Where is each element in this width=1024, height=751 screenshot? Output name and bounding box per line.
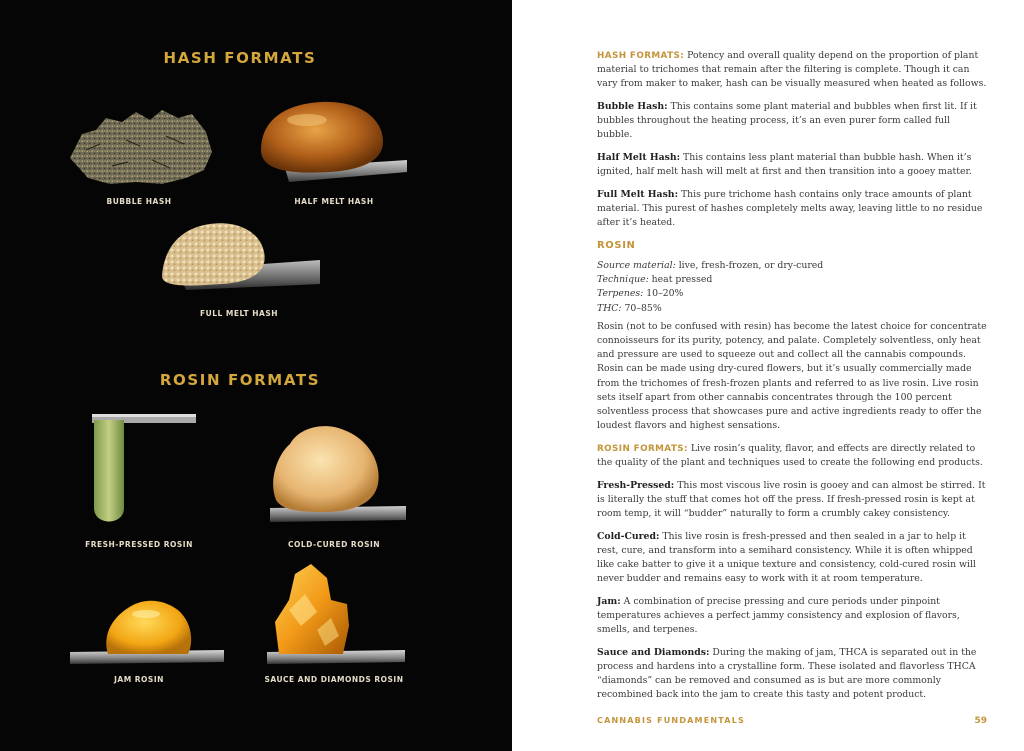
hash-formats-title: HASH FORMATS — [163, 49, 317, 67]
full-melt-paragraph: Full Melt Hash: This pure trichome hash contains only trace amounts of plant material. This purest of hashes completely melts away, leaving little to no residue after it’s heated. — [597, 188, 983, 229]
jam-term: Jam: — [597, 595, 621, 607]
half-melt-paragraph: Half Melt Hash: This contains less plant material than bubble hash. When it’s ignited, half melt hash will melt at first and then transition into a gooey matter. — [597, 152, 972, 178]
page-number: 59 — [974, 716, 987, 726]
rosin-formats-title: ROSIN FORMATS — [159, 371, 321, 389]
bubble-hash-photo — [66, 100, 216, 190]
sauce-diamonds-rosin-photo — [265, 560, 405, 668]
full-melt-term: Full Melt Hash: — [597, 188, 678, 200]
spec-source: Source material: live, fresh-frozen, or dry-cured — [597, 260, 824, 271]
jam-rosin-photo — [70, 596, 224, 666]
caption-bubble-hash: BUBBLE HASH — [106, 197, 172, 206]
caption-half-melt-hash: HALF MELT HASH — [294, 197, 374, 206]
caption-cold-cured-rosin: COLD-CURED ROSIN — [287, 540, 381, 549]
hash-formats-kicker: HASH FORMATS: — [597, 51, 685, 61]
cold-cured-term: Cold-Cured: — [597, 530, 660, 542]
fresh-pressed-paragraph: Fresh-Pressed: This most viscous live rosin is gooey and can almost be stirred. It is literally the stuff that comes hot off the press. If fresh-pressed rosin is kept at room temp, it will “budder” naturally to form a crumbly cakey consistency. — [597, 479, 986, 520]
rosin-formats-paragraph: ROSIN FORMATS: Live rosin’s quality, flavor, and effects are directly related to the quality of the plant and techniques used to create the following end products. — [597, 442, 983, 469]
sauce-diamonds-paragraph: Sauce and Diamonds: During the making of jam, THCA is separated out in the process and hardens into a crystalline form. These isolated and flavorless THCA “diamonds” can be removed and consumed as is but are more commonly recombined back into the jam to create this tasty and potent product. — [597, 646, 977, 701]
bubble-hash-paragraph: Bubble Hash: This contains some plant material and bubbles when first lit. If it bubbles throughout the heating process, it’s an even purer form called full bubble. — [597, 101, 977, 141]
cold-cured-rosin-photo — [266, 420, 408, 530]
rosin-specs — [597, 259, 987, 316]
spec-thc: THC: 70–85% — [597, 302, 662, 314]
cold-cured-paragraph: Cold-Cured: This live rosin is fresh-pressed and then sealed in a jar to help it rest, cure, and transform into a semihard consistency. While it is often whipped like cake batter to give it a unique texture and consistency, cold-cured rosin will never budder and remains easy to work with it at room temperature. — [597, 530, 976, 585]
caption-sauce-diamonds-rosin: SAUCE AND DIAMONDS ROSIN — [264, 675, 404, 684]
hash-formats-paragraph: HASH FORMATS: Potency and overall quality depend on the proportion of plant material to trichomes that remain after the filtering is complete. Though it can vary from maker to maker, hash can be visually measured when heated as follows. — [597, 50, 987, 90]
fresh-pressed-term: Fresh-Pressed: — [597, 479, 675, 491]
caption-fresh-pressed-rosin: FRESH-PRESSED ROSIN — [85, 540, 193, 549]
rosin-heading: ROSIN — [597, 239, 636, 251]
page-footer — [597, 716, 987, 726]
spec-terpenes: Terpenes: 10–20% — [597, 288, 684, 300]
caption-full-melt-hash: FULL MELT HASH — [200, 309, 278, 318]
text-column — [597, 49, 987, 711]
half-melt-hash-photo — [255, 98, 410, 190]
half-melt-term: Half Melt Hash: — [597, 152, 681, 163]
fresh-pressed-rosin-photo — [88, 410, 198, 532]
full-melt-hash-photo — [158, 218, 323, 298]
rosin-formats-kicker: ROSIN FORMATS: — [597, 443, 688, 454]
sauce-diamonds-term: Sauce and Diamonds: — [597, 646, 710, 658]
jam-paragraph: Jam: A combination of precise pressing and cure periods under pinpoint temperatures achieves a perfect jammy consistency and explosion of flavors, smells, and terpenes. — [597, 595, 960, 636]
right-page — [512, 0, 1024, 751]
bubble-hash-term: Bubble Hash: — [597, 101, 668, 112]
rosin-body-paragraph: Rosin (not to be confused with resin) has become the latest choice for concentrate connoisseurs for its purity, potency, and palate. Completely solventless, only heat and pressure are used to squeeze out and collect all the cannabis compounds. Rosin can be made using dry-cured flowers, but it’s usually commercially made from the trichomes of fresh-frozen plants and referred to as live rosin. Live rosin sets itself apart from other cannabis concentrates through the 100 percent solventless process that showcases pure and active ingredients ready to offer the loudest flavors and highest sensations. — [597, 320, 987, 432]
caption-jam-rosin: JAM ROSIN — [114, 675, 164, 684]
spec-technique: Technique: heat pressed — [597, 274, 713, 286]
running-title: CANNABIS FUNDAMENTALS — [597, 716, 745, 725]
